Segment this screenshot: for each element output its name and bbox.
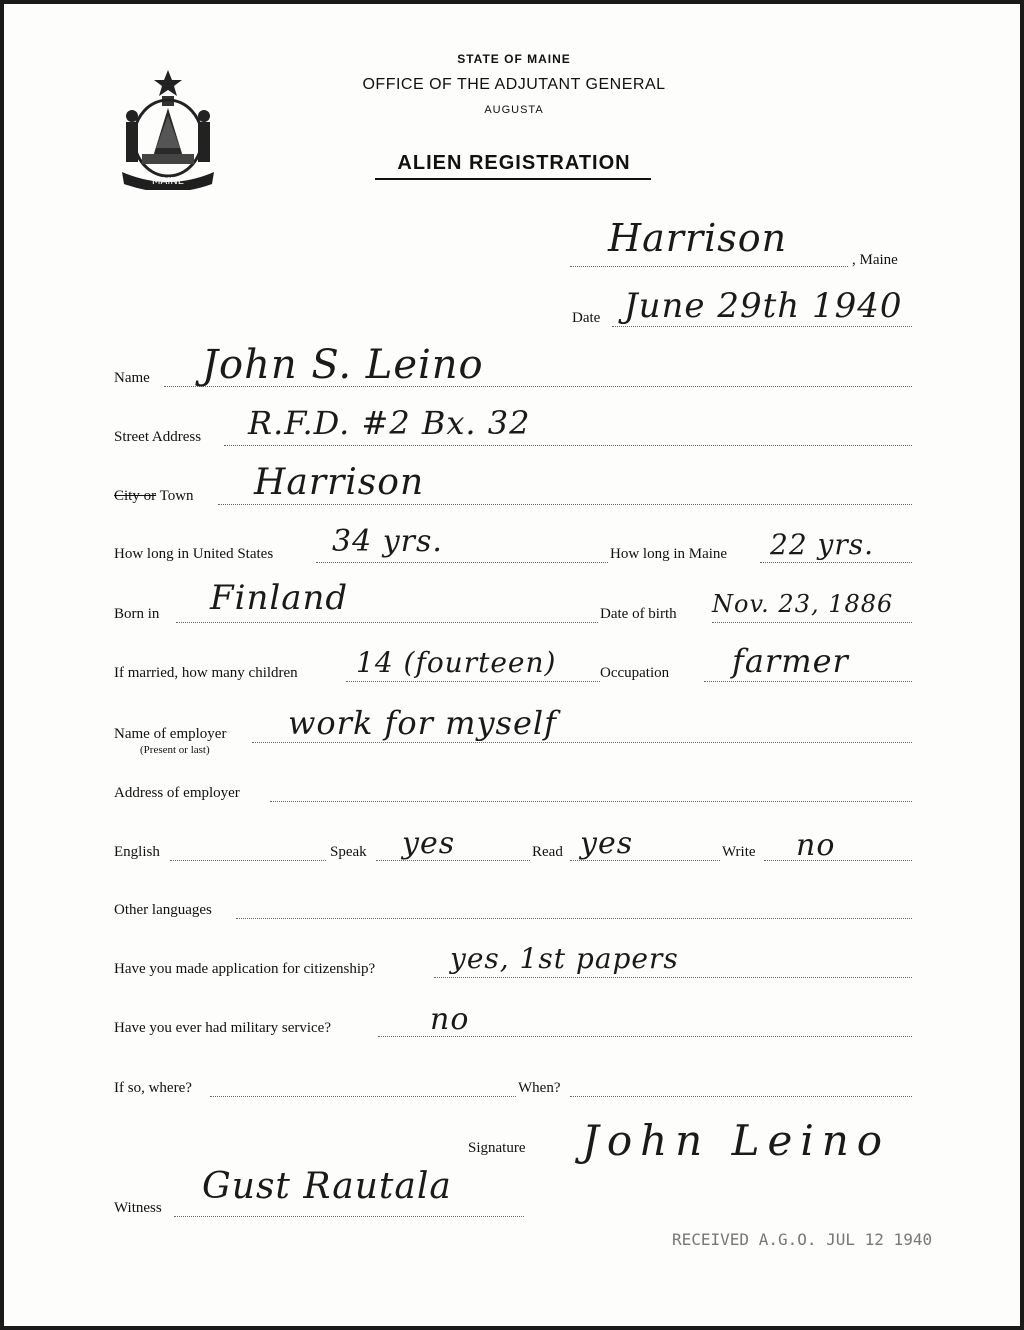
- street-value: R.F.D. #2 Bx. 32: [248, 404, 531, 442]
- employer-address-label: Address of employer: [114, 785, 240, 801]
- employer-note: (Present or last): [140, 744, 210, 756]
- born-in-label: Born in: [114, 606, 160, 622]
- write-label: Write: [722, 844, 756, 860]
- born-in-line: [176, 622, 598, 623]
- speak-value: yes: [402, 826, 456, 861]
- citizenship-value: yes, 1st papers: [450, 942, 679, 975]
- seal-text: MAINE: [151, 176, 185, 187]
- when-line: [570, 1096, 912, 1097]
- employer-value: work for myself: [288, 704, 557, 742]
- page-title: ALIEN REGISTRATION: [397, 152, 631, 174]
- how-long-us-value: 34 yrs.: [332, 524, 443, 559]
- date-of-birth-value: Nov. 23, 1886: [712, 590, 894, 618]
- how-long-maine-value: 22 yrs.: [770, 528, 875, 561]
- state-seal: [112, 68, 224, 190]
- other-languages-label: Other languages: [114, 902, 212, 918]
- town-line: [218, 504, 912, 505]
- date-label: Date: [572, 310, 601, 326]
- born-in-value: Finland: [210, 578, 349, 618]
- write-line: [764, 860, 912, 861]
- write-value: no: [796, 828, 836, 863]
- header-city: AUGUSTA: [484, 104, 544, 116]
- town-label: Town: [159, 488, 194, 504]
- maine-label: , Maine: [852, 252, 898, 268]
- children-label: If married, how many children: [114, 665, 298, 681]
- citizenship-line: [434, 977, 912, 978]
- form-page: [4, 4, 1020, 1326]
- witness-value: Gust Rautala: [202, 1166, 452, 1207]
- header-state: STATE OF MAINE: [457, 52, 571, 66]
- witness-label: Witness: [114, 1200, 162, 1216]
- occupation-label: Occupation: [600, 665, 670, 681]
- name-value: John S. Leino: [202, 342, 484, 388]
- date-of-birth-label: Date of birth: [600, 606, 677, 622]
- english-label: English: [114, 844, 160, 860]
- military-value: no: [430, 1002, 470, 1037]
- name-label: Name: [114, 370, 150, 386]
- city-struck-label: City or: [114, 488, 157, 504]
- citizenship-label: Have you made application for citizenship?: [114, 961, 376, 977]
- title-underline: [375, 178, 651, 180]
- when-label: When?: [518, 1080, 561, 1096]
- occupation-value: farmer: [732, 642, 849, 680]
- header-office: OFFICE OF THE ADJUTANT GENERAL: [362, 76, 666, 93]
- speak-label: Speak: [330, 844, 367, 860]
- children-line: [346, 681, 600, 682]
- town-header-value: Harrison: [608, 216, 788, 260]
- city-or-town-label: [114, 488, 194, 505]
- how-long-us-label: How long in United States: [114, 546, 274, 562]
- how-long-us-line: [316, 562, 608, 563]
- witness-line: [174, 1216, 524, 1217]
- signature-value: John Leino: [582, 1116, 891, 1165]
- received-stamp: RECEIVED A.G.O. JUL 12 1940: [672, 1230, 933, 1249]
- town-value: Harrison: [254, 462, 425, 503]
- town-header-line: [570, 266, 848, 267]
- date-line: [612, 326, 912, 327]
- seal-icon: [112, 68, 224, 190]
- read-value: yes: [580, 826, 634, 861]
- street-line: [224, 445, 912, 446]
- employer-label: Name of employer: [114, 726, 227, 742]
- date-of-birth-line: [712, 622, 912, 623]
- military-label: Have you ever had military service?: [114, 1020, 331, 1036]
- other-languages-line: [236, 918, 912, 919]
- where-line: [210, 1096, 516, 1097]
- employer-line: [252, 742, 912, 743]
- employer-address-line: [270, 801, 912, 802]
- street-label: Street Address: [114, 429, 202, 445]
- how-long-maine-line: [760, 562, 912, 563]
- english-line: [170, 860, 326, 861]
- children-value: 14 (fourteen): [356, 646, 557, 679]
- signature-label: Signature: [468, 1140, 526, 1156]
- how-long-maine-label: How long in Maine: [610, 546, 728, 562]
- occupation-line: [704, 681, 912, 682]
- read-label: Read: [532, 844, 563, 860]
- where-label: If so, where?: [114, 1080, 192, 1096]
- date-value: June 29th 1940: [624, 286, 903, 326]
